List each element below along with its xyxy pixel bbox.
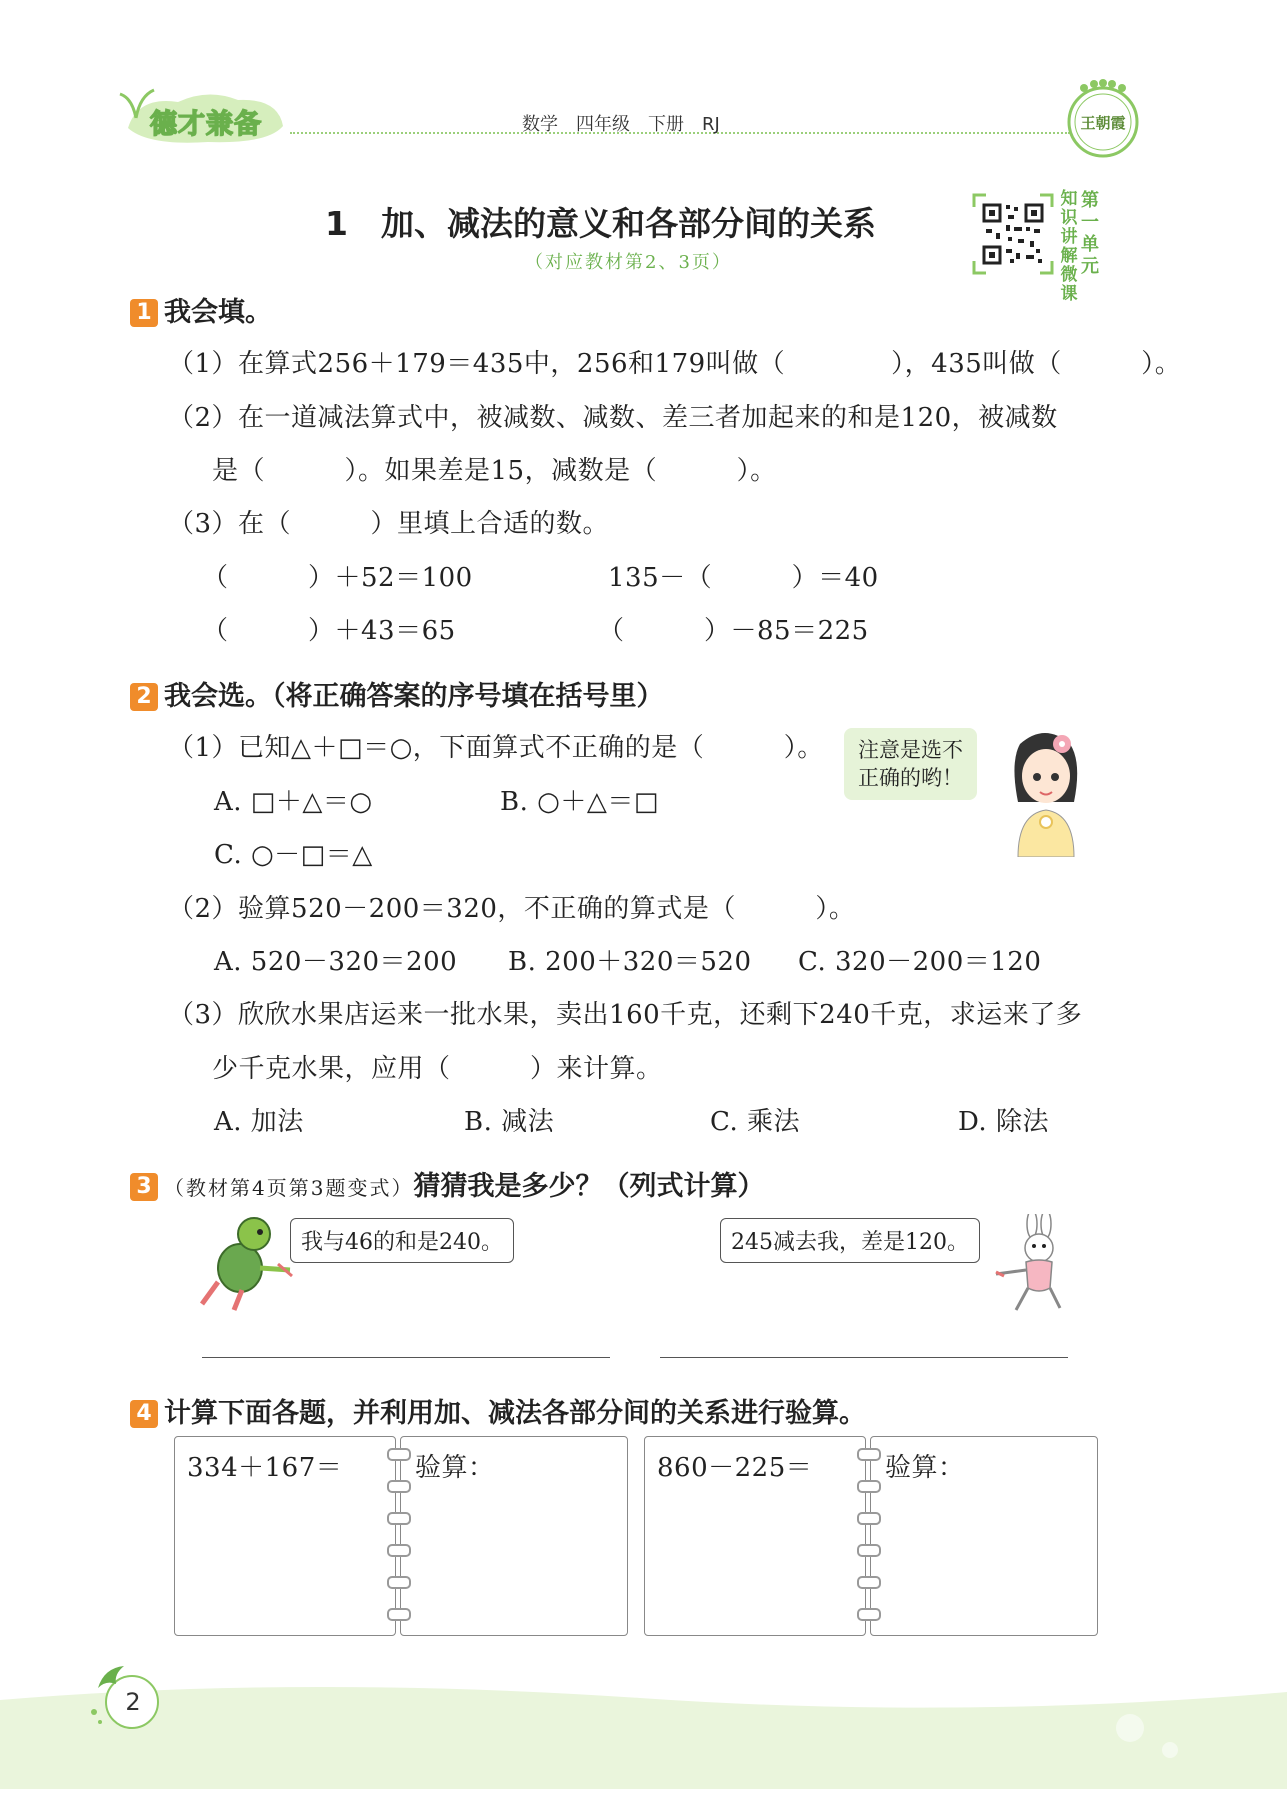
section2-title: 我会选。（将正确答案的序号填在括号里） [164, 681, 664, 712]
section2-heading [130, 674, 664, 713]
section2-number: 2 [130, 683, 158, 711]
section3-number: 3 [130, 1173, 158, 1201]
check-box-1[interactable] [400, 1436, 628, 1636]
note-line2: 正确的哟！ [858, 766, 963, 790]
girl-illustration [1000, 722, 1090, 857]
s2-q1-option-c: C. ○－□＝△ [214, 840, 373, 870]
s2-q1-option-a: A. □＋△＝○ [214, 787, 373, 817]
note-line1: 注意是选不 [858, 738, 963, 762]
check-box-2[interactable] [870, 1436, 1098, 1636]
section4-number: 4 [130, 1400, 158, 1428]
brand-text: 德才兼备 [150, 109, 262, 140]
seal-logo [1062, 78, 1144, 160]
bubble-right [720, 1218, 980, 1263]
s2-q2: （2）验算520－200＝320，不正确的算式是（ ）。 [168, 894, 856, 924]
bubble-left [290, 1218, 514, 1263]
s1-q2-line1: （2）在一道减法算式中，被减数、减数、差三者加起来的和是120，被减数 [168, 403, 1058, 433]
side-label-unit: 第一单元 [1081, 190, 1099, 277]
section3-prefix: （教材第4页第3题变式） [164, 1176, 414, 1200]
page-number-badge [86, 1660, 166, 1736]
check1-text: 验算： [415, 1453, 495, 1483]
s2-q3-line1: （3）欣欣水果店运来一批水果，卖出160千克，还剩下240千克，求运来了多 [168, 1000, 1083, 1030]
s1-q2-line2: 是（ ）。如果差是15，减数是（ ）。 [212, 456, 777, 486]
s1-q1: （1）在算式256＋179＝435中，256和179叫做（ ），435叫做（ ）。 [168, 349, 1182, 379]
page-subtitle: （对应教材第2、3页） [525, 252, 732, 273]
binder-rings-1 [387, 1448, 411, 1628]
section1-heading [130, 290, 272, 329]
s1-eq1: （ ）＋52＝100 [202, 563, 473, 593]
s2-q2-option-b: B. 200＋320＝520 [508, 947, 752, 977]
check2-text: 验算： [885, 1453, 965, 1483]
s2-q2-option-a: A. 520－320＝200 [214, 947, 458, 977]
section1-number: 1 [130, 299, 158, 327]
s1-q3: （3）在（ ）里填上合适的数。 [168, 509, 610, 539]
s2-q1: （1）已知△＋□＝○，下面算式不正确的是（ ）。 [168, 733, 824, 763]
bubble-left-text: 我与46的和是240。 [301, 1230, 503, 1255]
s2-q3-option-c: C. 乘法 [710, 1107, 800, 1137]
section4-title: 计算下面各题，并利用加、减法各部分间的关系进行验算。 [164, 1398, 866, 1429]
s1-eq2: 135－（ ）＝40 [608, 563, 879, 593]
section3-heading [130, 1164, 764, 1203]
binder-rings-2 [857, 1448, 881, 1628]
section3-title: 猜猜我是多少？（列式计算） [413, 1171, 765, 1202]
footer-band [0, 1680, 1287, 1789]
subject-line: 数学 四年级 下册 RJ [522, 114, 720, 135]
page-title: 1 加、减法的意义和各部分间的关系 [325, 204, 876, 243]
page-number: 2 [125, 1688, 141, 1716]
bubble-right-text: 245减去我，差是120。 [731, 1230, 969, 1255]
brand-logo [118, 88, 288, 146]
answer-line-right[interactable] [660, 1357, 1068, 1358]
note-bubble [844, 728, 977, 800]
s2-q1-option-b: B. ○＋△＝□ [500, 787, 659, 817]
calc-box-2[interactable] [644, 1436, 866, 1636]
s2-q2-option-c: C. 320－200＝120 [798, 947, 1042, 977]
section4-heading [130, 1391, 866, 1430]
calc-box-1[interactable] [174, 1436, 396, 1636]
seal-text: 王朝霞 [1080, 114, 1126, 132]
s2-q3-option-a: A. 加法 [214, 1107, 304, 1137]
qr-code[interactable] [972, 193, 1054, 275]
rabbit-illustration [994, 1214, 1084, 1314]
side-label-microclass: 知识讲解微课 [1060, 189, 1078, 304]
s2-q3-option-d: D. 除法 [958, 1107, 1049, 1137]
calc2-text: 860－225＝ [657, 1453, 813, 1483]
s2-q3-line2: 少千克水果，应用（ ）来计算。 [212, 1054, 663, 1084]
section1-title: 我会填。 [164, 297, 272, 328]
s1-eq4: （ ）－85＝225 [598, 616, 869, 646]
turtle-illustration [198, 1212, 294, 1312]
s2-q3-option-b: B. 减法 [464, 1107, 555, 1137]
answer-line-left[interactable] [202, 1357, 610, 1358]
calc1-text: 334＋167＝ [187, 1453, 343, 1483]
s1-eq3: （ ）＋43＝65 [202, 616, 456, 646]
